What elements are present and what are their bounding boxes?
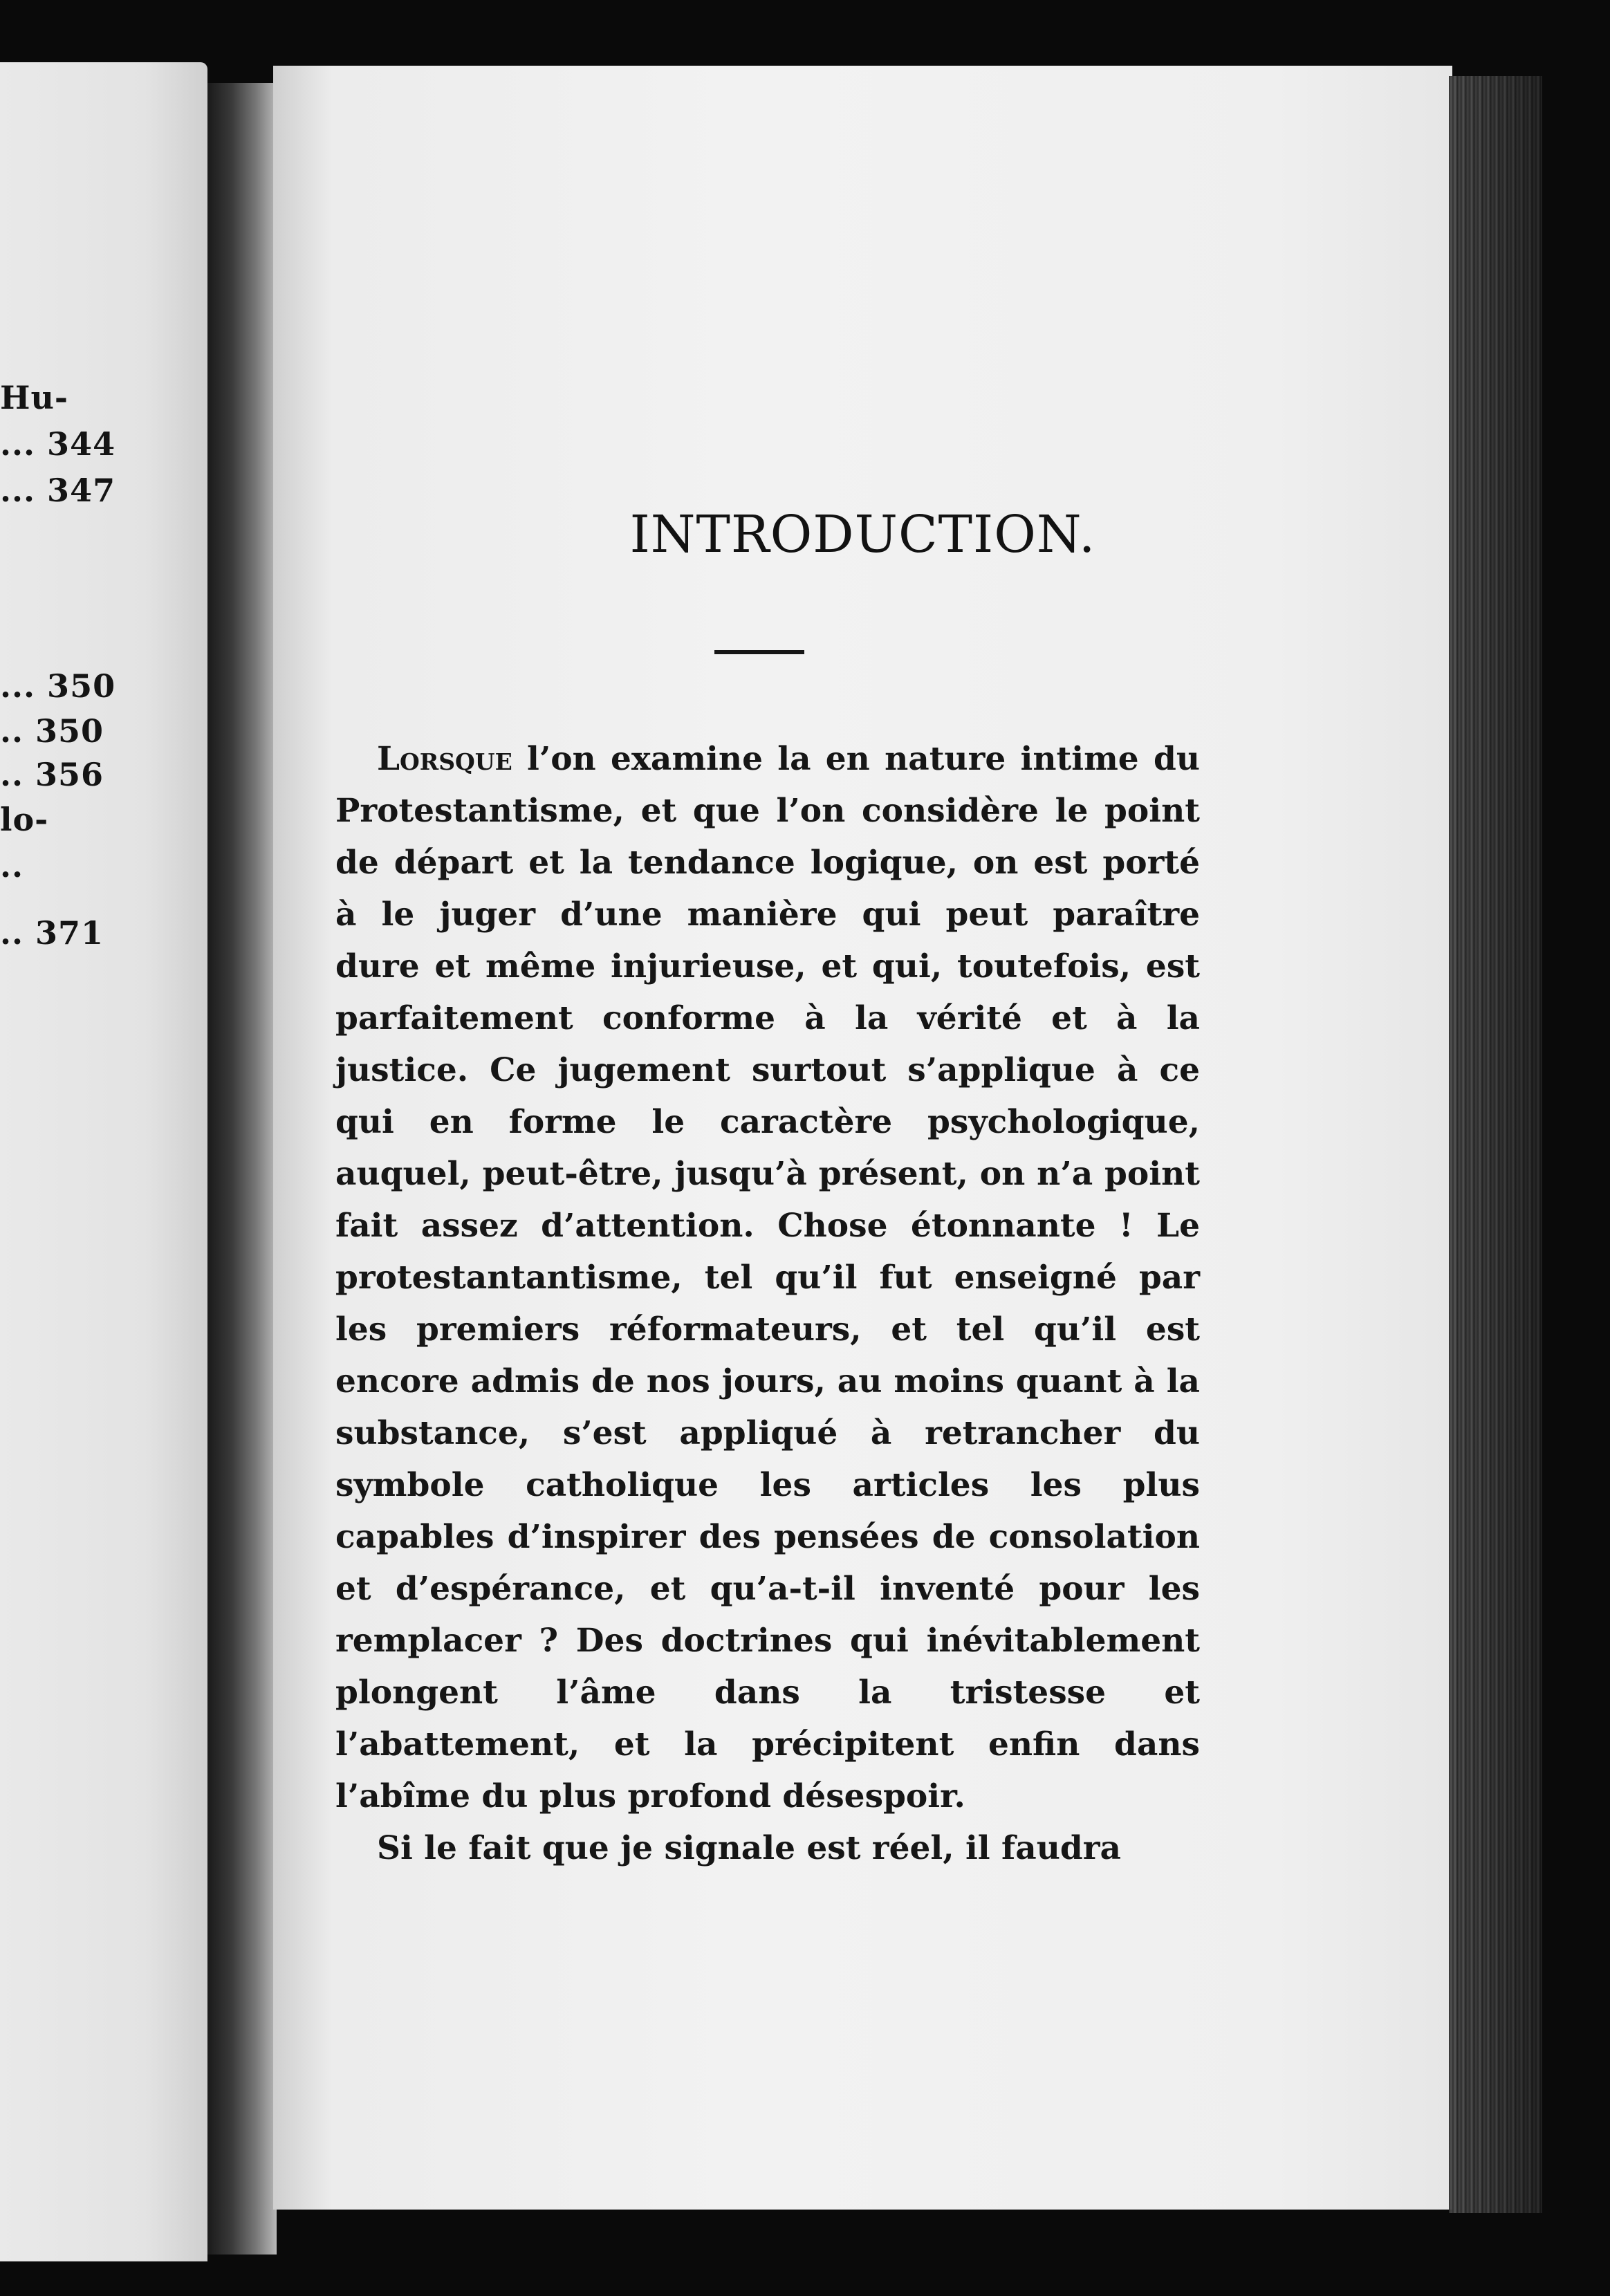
- toc-fragment: ... 344: [0, 425, 116, 463]
- toc-fragment: ... 347: [0, 472, 116, 509]
- toc-fragment: .. 350: [0, 712, 104, 750]
- title-divider: [714, 650, 804, 654]
- paragraph-text: l’on examine la en nature intime du Protestantisme, et que l’on considère le point de départ et la tendance logique, on est porté à le juger d’une manière qui peut paraître dure et même injurieuse, et qui, toutefois, est parfaitement conforme à la vérité et à la justice. Ce jugement surtout s’applique à ce qui en forme le caractère psychologique, auquel, peut-être, jusqu’à présent, on n’a point fait assez d’attention. Chose étonnante ! Le protestantantisme, tel qu’il fut enseigné par les premiers réformateurs, et tel qu’il est encore admis de nos jours, au moins quant à la substance, s’est appliqué à retrancher du symbole catholique les articles les plus capables d’inspirer des pensées de consolation et d’espérance, et qu’a-t-il inventé pour les remplacer ? Des doctrines qui inévitablement plongent l’âme dans la tristesse et l’abattement, et la précipitent enfin dans l’abîme du plus profond désespoir.: [335, 740, 1200, 1815]
- toc-fragment: ..: [0, 847, 24, 885]
- toc-fragment: .. 356: [0, 756, 104, 793]
- page-edges-shadow: [1449, 76, 1542, 2213]
- body-text: [335, 733, 1200, 1874]
- paragraph: [335, 1822, 1200, 1874]
- book-gutter: [207, 83, 277, 2255]
- paragraph: [335, 733, 1200, 1822]
- toc-fragment: Hu-: [0, 379, 68, 416]
- paragraph-lead: Lorsque: [377, 740, 512, 778]
- toc-fragment: ... 350: [0, 667, 116, 705]
- page-title: INTRODUCTION.: [629, 505, 1096, 564]
- paragraph-text: Si le fait que je signale est réel, il faudra: [377, 1829, 1121, 1867]
- toc-fragment: .. 371: [0, 914, 104, 952]
- toc-fragment: lo-: [0, 801, 49, 838]
